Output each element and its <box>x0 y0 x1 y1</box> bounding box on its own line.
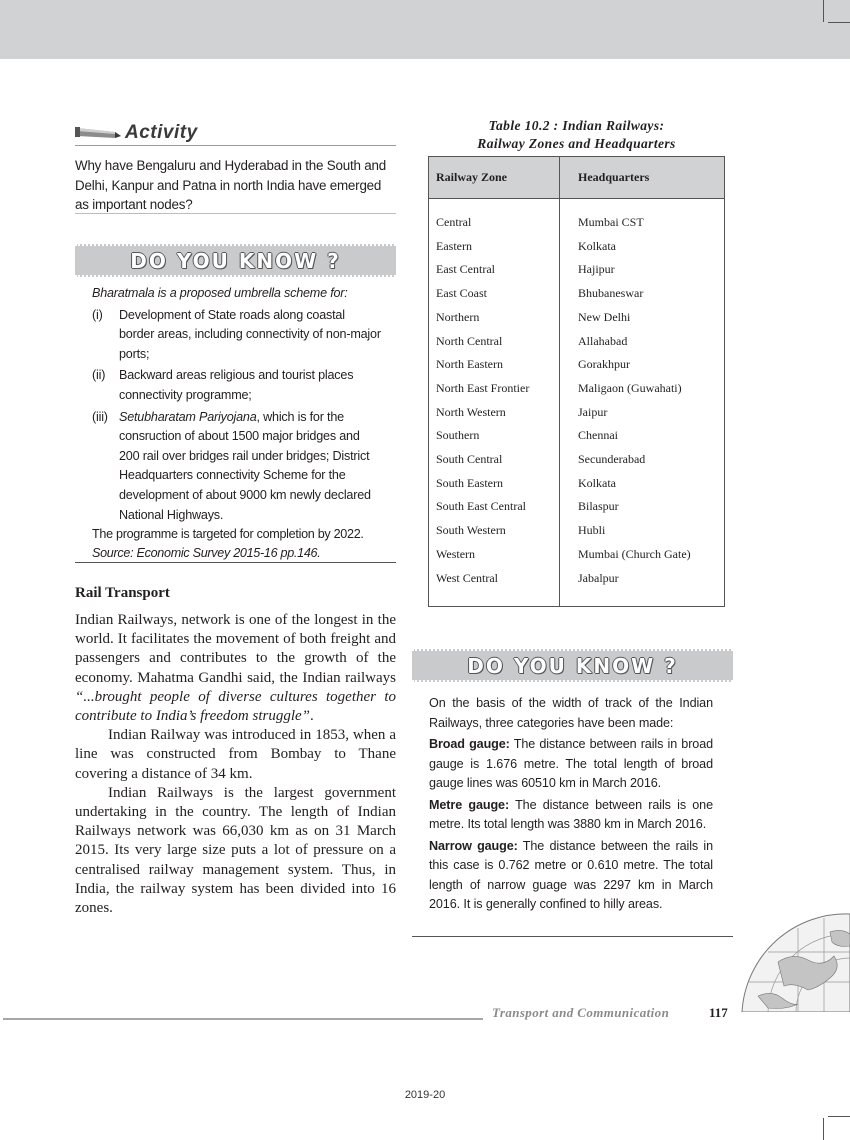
gauge-label: Metre gauge: <box>429 797 510 812</box>
pencil-icon <box>75 122 123 142</box>
table-row <box>429 571 724 595</box>
do-you-know-banner <box>75 244 396 277</box>
do-you-know-title: DO YOU KNOW ? <box>467 653 678 678</box>
list-number: (iii) <box>92 409 108 424</box>
headquarters-cell: Jaipur <box>578 404 608 419</box>
zone-cell: Western <box>436 546 476 561</box>
table-row <box>429 286 724 310</box>
zone-cell: East Coast <box>436 286 487 301</box>
headquarters-cell: Chennai <box>578 428 618 443</box>
headquarters-cell: Hubli <box>578 523 606 538</box>
zone-cell: East Central <box>436 262 495 277</box>
column-header: Railway Zone <box>436 170 508 184</box>
table-row <box>429 523 724 547</box>
headquarters-cell: Hajipur <box>578 262 615 277</box>
zone-cell: Northern <box>436 309 480 324</box>
headquarters-cell: Mumbai CST <box>578 215 644 229</box>
list-number: (i) <box>92 307 103 322</box>
list-number: (ii) <box>92 368 106 383</box>
broad-gauge <box>429 735 713 794</box>
caption-line: Railway Zones and Headquarters <box>477 136 676 151</box>
crop-mark <box>823 1118 824 1140</box>
gauge-intro: On the basis of the width of track of the Indian Railways, three categories have been made: <box>429 696 713 730</box>
gauge-label: Narrow gauge: <box>429 838 518 853</box>
gauge-text: The distance between rails in broad gauge is 1.676 metre. The total length of broad gauge lines was 60510 km in March 2016. <box>429 737 713 790</box>
zone-cell: South East Central <box>436 499 526 514</box>
table-row <box>429 428 724 452</box>
gauge-box <box>429 694 713 917</box>
zone-cell: Eastern <box>436 238 472 253</box>
caption-line: Table 10.2 : Indian Railways: <box>488 118 665 133</box>
zone-cell: North Eastern <box>436 357 503 372</box>
scheme-name: Setubharatam Pariyojana <box>119 409 257 424</box>
source-note: Source: Economic Survey 2015-16 pp.146. <box>92 546 321 560</box>
divider <box>412 936 733 937</box>
list-text: , which is for the consruction of about 1500 major bridges and 200 rail over bridges rail under bridges; District Headquarters connectivity Scheme for the development of about 9000 km newly declared National Highways. <box>119 409 371 522</box>
headquarters-cell: Bilaspur <box>578 499 619 514</box>
globe-icon <box>738 912 850 1012</box>
headquarters-cell: Allahabad <box>578 333 628 348</box>
zone-cell: West Central <box>436 570 499 585</box>
headquarters-cell: Kolkata <box>578 475 616 490</box>
table-row <box>429 547 724 571</box>
top-gray-band <box>0 0 850 59</box>
paragraph <box>75 611 396 726</box>
bharatmala-footer <box>92 525 392 563</box>
gandhi-quote: “...brought people of diverse cultures together to contribute to India’s freedom struggle” <box>75 688 396 725</box>
zone-cell: South Central <box>436 452 503 466</box>
bharatmala-list <box>92 306 382 526</box>
headquarters-cell: New Delhi <box>578 309 631 324</box>
rail-transport-text <box>75 611 396 918</box>
table-header <box>429 157 724 199</box>
table-row <box>429 215 724 239</box>
activity-header <box>75 120 396 146</box>
table-row <box>429 452 724 476</box>
paragraph-text: . <box>310 708 314 725</box>
zone-cell: North East Frontier <box>436 380 530 395</box>
headquarters-cell: Jabalpur <box>578 570 619 585</box>
do-you-know-title: DO YOU KNOW ? <box>130 248 341 273</box>
crop-mark <box>823 0 824 22</box>
zone-cell: South Eastern <box>436 475 503 490</box>
gauge-text: The distance between rails is one metre. Its total length was 3880 km in March 2016. <box>429 797 713 831</box>
edition-year: 2019-20 <box>404 1089 446 1101</box>
table-row <box>429 239 724 263</box>
paragraph: Indian Railway was introduced in 1853, when a line was constructed from Bombay to Thane covering a distance of 34 km. <box>75 727 396 782</box>
headquarters-cell: Gorakhpur <box>578 357 630 372</box>
gauge-label: Broad gauge: <box>429 737 510 751</box>
headquarters-cell: Kolkata <box>578 238 616 253</box>
list-item <box>92 306 382 365</box>
table-row <box>429 476 724 500</box>
activity-question: Why have Bengaluru and Hyderabad in the South and Delhi, Kanpur and Patna in north India have emerged as important nodes? <box>75 158 387 212</box>
zone-cell: North Western <box>436 404 506 419</box>
activity-title: Activity <box>125 122 198 143</box>
paragraph: Indian Railways is the largest government undertaking in the country. The length of Indian Railways network was 66,030 km as on 31 March 2015. Its very large size puts a lot of pressure on a centralised railway management system. Thus, in India, the railway system has been divided into 16 zones. <box>75 784 396 917</box>
railway-zones-table <box>428 156 725 607</box>
narrow-gauge <box>429 837 713 915</box>
crop-mark <box>828 22 850 23</box>
table-row <box>429 310 724 334</box>
headquarters-cell: Mumbai (Church Gate) <box>578 546 691 561</box>
do-you-know-banner <box>412 649 733 682</box>
divider <box>75 562 396 563</box>
table-row <box>429 334 724 358</box>
table-row <box>429 357 724 381</box>
zone-cell: South Western <box>436 523 506 538</box>
paragraph-text: Indian Railways, network is one of the longest in the world. It facilitates the movement of both freight and passengers and contributes to the growth of the economy. Mahatma Gandhi said, the Indian railways <box>75 612 396 686</box>
headquarters-cell: Maligaon (Guwahati) <box>578 380 682 395</box>
zone-cell: North Central <box>436 333 503 348</box>
table-row <box>429 405 724 429</box>
crop-mark <box>828 1116 850 1117</box>
column-header: Headquarters <box>578 170 650 184</box>
gauge-text: The distance between the rails in this case is 0.762 metre or 0.610 metre. The total length of narrow guage was 2297 km in March 2016. It is generally confined to hilly areas. <box>429 838 713 911</box>
headquarters-cell: Bhubaneswar <box>578 286 644 301</box>
section-heading: Rail Transport <box>75 585 170 601</box>
divider <box>75 213 396 214</box>
metre-gauge <box>429 796 713 835</box>
chapter-title: Transport and Communication <box>492 1005 670 1020</box>
bharatmala-intro: Bharatmala is a proposed umbrella scheme for: <box>92 286 348 300</box>
bharatmala-box <box>92 284 382 527</box>
table-row <box>429 499 724 523</box>
list-text: Backward areas religious and tourist places connectivity programme; <box>119 368 354 402</box>
footer-rule <box>3 1018 483 1020</box>
page-number: 117 <box>709 1005 728 1020</box>
table-row <box>429 262 724 286</box>
list-item <box>92 366 382 405</box>
headquarters-cell: Secunderabad <box>578 452 646 466</box>
list-item <box>92 408 382 526</box>
list-text: Development of State roads along coastal border areas, including connectivity of non-major ports; <box>119 307 381 361</box>
table-caption <box>428 117 725 153</box>
table-row <box>429 381 724 405</box>
zone-cell: Central <box>436 215 472 229</box>
completion-note: The programme is targeted for completion by 2022. <box>92 527 364 541</box>
zone-cell: Southern <box>436 428 480 443</box>
